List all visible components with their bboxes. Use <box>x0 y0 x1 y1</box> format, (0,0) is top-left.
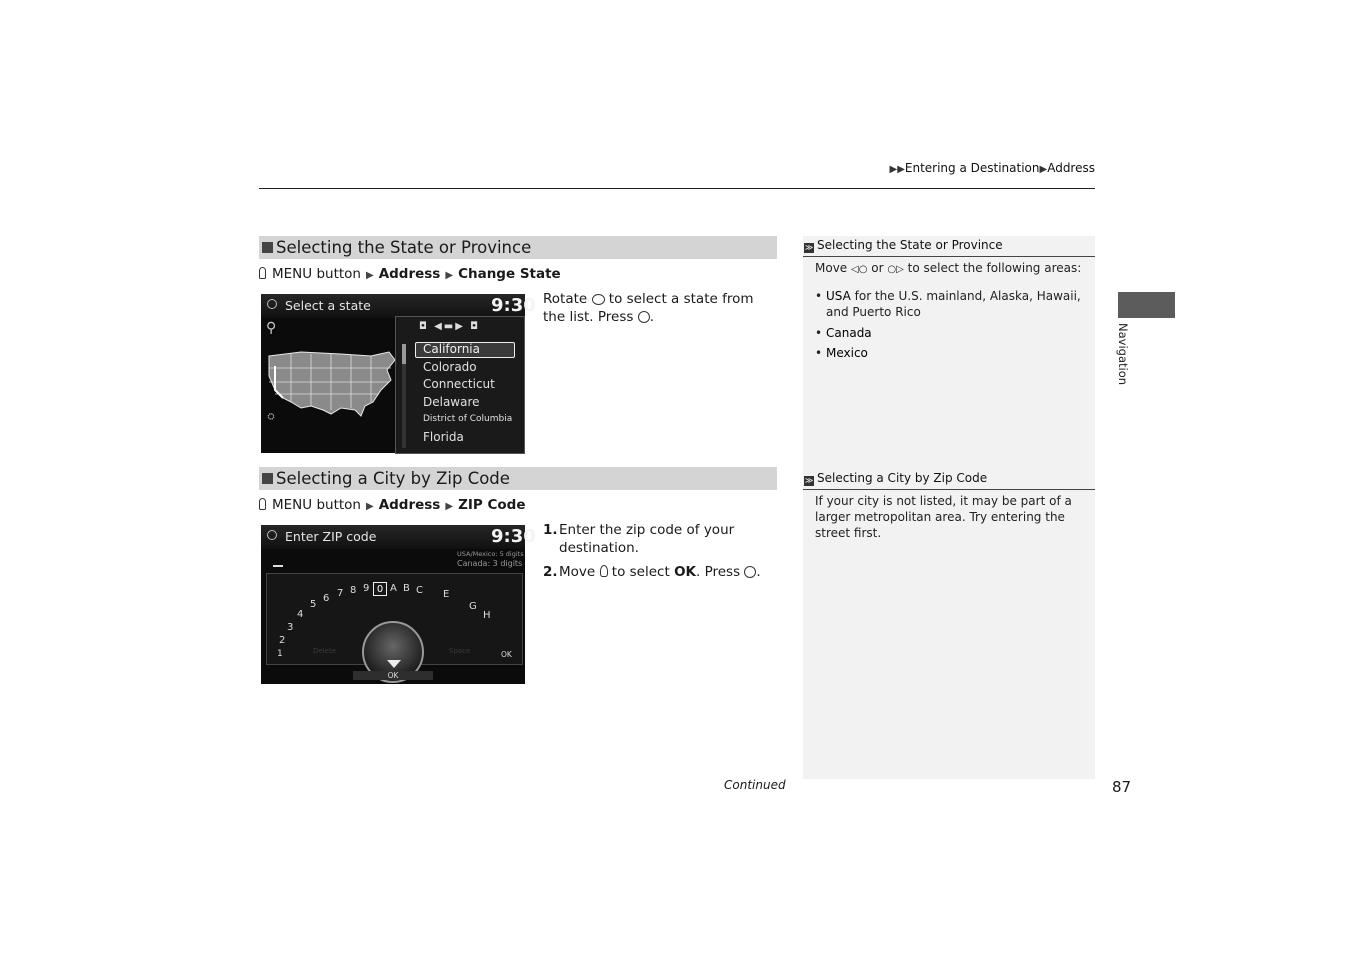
country-switch-icon[interactable]: ◘ ◀▬▶ ◘ <box>419 321 481 332</box>
note-header-state <box>804 238 1003 253</box>
path-prefix: MENU button <box>272 497 361 513</box>
wheel-char[interactable]: B <box>403 583 410 594</box>
zip-hint: USA/Mexico: 5 digits <box>457 550 524 558</box>
move-knob-icon <box>600 565 608 577</box>
screen-clock: 9:30 <box>491 295 536 316</box>
note-bullet <box>815 288 1085 320</box>
note-rule <box>803 489 1095 490</box>
step-text: Enter the zip code of your destination. <box>559 522 735 556</box>
wheel-char[interactable]: A <box>390 583 397 594</box>
press-knob-icon <box>638 311 650 323</box>
breadcrumb-item[interactable]: Address <box>1047 161 1095 175</box>
wheel-char[interactable]: 8 <box>350 585 357 596</box>
delete-key[interactable]: Delete <box>313 647 336 655</box>
path-arrow-icon: ▶ <box>445 270 454 281</box>
path-step: Change State <box>458 266 561 282</box>
zip-input-cursor[interactable] <box>273 565 283 567</box>
wheel-char[interactable]: 4 <box>297 609 304 620</box>
path-arrow-icon: ▶ <box>365 270 374 281</box>
chapter-tab <box>1118 292 1175 318</box>
note-title: Selecting a City by Zip Code <box>817 471 988 485</box>
path-arrow-icon: ▶ <box>365 501 374 512</box>
bullet-icon: • <box>815 346 823 360</box>
step-text-part: . Press <box>696 564 741 580</box>
breadcrumb-arrow-icon: ▶▶ <box>889 164 905 175</box>
list-scroll-thumb[interactable] <box>402 344 406 364</box>
space-key[interactable]: Space <box>449 647 471 655</box>
wheel-char[interactable]: G <box>469 601 477 612</box>
map-scale-icon: ⛭ <box>264 410 277 424</box>
bullet-bold: Canada <box>826 326 872 340</box>
state-item[interactable]: Colorado <box>423 360 477 374</box>
path-step: ZIP Code <box>458 497 526 513</box>
note-intro <box>815 260 1085 278</box>
note-text: Move <box>815 261 848 275</box>
down-arrow-icon <box>387 660 401 668</box>
move-left-icon: ◁○ <box>851 264 868 275</box>
move-right-icon: ○▷ <box>887 264 904 275</box>
square-bullet-icon <box>262 242 273 253</box>
zip-entry-screen <box>261 525 536 684</box>
menu-path-zip <box>259 497 525 513</box>
breadcrumb-arrow-icon: ▶ <box>1039 164 1048 175</box>
page-number: 87 <box>1112 778 1132 796</box>
step-text <box>559 563 761 581</box>
section-header-state <box>259 236 777 259</box>
note-title: Selecting the State or Province <box>817 238 1003 252</box>
usa-map <box>261 346 401 424</box>
breadcrumb-item[interactable]: Entering a Destination <box>904 161 1040 175</box>
path-arrow-icon: ▶ <box>445 501 454 512</box>
step-item <box>543 563 773 581</box>
section-title: Selecting a City by Zip Code <box>276 469 510 488</box>
menu-button-icon <box>259 267 266 279</box>
state-item[interactable]: Florida <box>423 430 464 444</box>
screen-title: Select a state <box>285 298 371 313</box>
wheel-char[interactable]: 3 <box>287 622 294 633</box>
wheel-char[interactable]: C <box>416 585 423 596</box>
step-number: 1. <box>543 522 558 538</box>
bullet-bold: Mexico <box>826 346 868 360</box>
rotate-knob-icon <box>592 294 605 305</box>
path-step: Address <box>378 266 441 282</box>
screen-clock: 9:30 <box>491 526 536 547</box>
zip-hint: Canada: 3 digits <box>457 559 523 568</box>
compass-icon <box>267 530 277 540</box>
note-text: or <box>871 261 884 275</box>
compass-icon <box>267 299 277 309</box>
menu-button-icon <box>259 498 266 510</box>
wheel-char-selected[interactable]: 0 <box>373 582 387 596</box>
instruction-text: Rotate <box>543 291 588 307</box>
section-header-zip <box>259 467 777 490</box>
continued-label: Continued <box>724 778 786 792</box>
square-bullet-icon <box>262 473 273 484</box>
wheel-char[interactable]: H <box>483 610 491 621</box>
breadcrumb <box>890 161 1096 175</box>
instruction-text: . <box>649 309 654 325</box>
section-title: Selecting the State or Province <box>276 238 532 257</box>
state-item[interactable]: California <box>423 342 480 356</box>
note-bullet <box>815 325 1085 341</box>
menu-path-state <box>259 266 561 282</box>
note-body-zip: If your city is not listed, it may be part of a larger metropolitan area. Try entering the street first. <box>815 494 1072 540</box>
header-rule <box>259 188 1095 189</box>
map-zoom-icon[interactable]: ⚲ <box>266 320 277 336</box>
step-text-part: . <box>756 564 761 580</box>
bullet-bold: USA <box>826 289 851 303</box>
instruction-state <box>543 290 773 326</box>
bullet-icon: • <box>815 326 823 340</box>
wheel-ok-key[interactable]: OK <box>501 650 512 659</box>
instruction-text: to select a state from the list. Press <box>543 291 754 325</box>
path-step: Address <box>378 497 441 513</box>
note-icon: ≫ <box>804 243 814 252</box>
note-bullet <box>815 345 1085 361</box>
bullet-text: for the U.S. mainland, Alaska, Hawaii, and Puerto Rico <box>826 289 1081 319</box>
press-knob-icon <box>744 566 756 578</box>
step-number: 2. <box>543 564 558 580</box>
state-item[interactable]: Delaware <box>423 395 480 409</box>
steps-zip <box>543 521 773 581</box>
note-text: to select the following areas: <box>907 261 1082 275</box>
wheel-char[interactable]: 5 <box>310 599 317 610</box>
screen-title: Enter ZIP code <box>285 529 377 544</box>
step-text-part: to select <box>611 564 670 580</box>
bullet-icon: • <box>815 289 823 303</box>
path-prefix: MENU button <box>272 266 361 282</box>
state-select-screen <box>261 294 536 453</box>
state-item[interactable]: Connecticut <box>423 377 495 391</box>
step-item <box>543 521 773 557</box>
wheel-char[interactable]: 9 <box>363 583 370 594</box>
wheel-char[interactable]: E <box>443 589 450 600</box>
ok-button[interactable]: OK <box>353 671 433 680</box>
note-body-state <box>815 260 1085 361</box>
note-rule <box>803 256 1095 257</box>
wheel-char[interactable]: 6 <box>323 593 330 604</box>
note-icon: ≫ <box>804 476 814 485</box>
state-item[interactable]: District of Columbia <box>423 414 513 424</box>
wheel-char[interactable]: 2 <box>279 635 286 646</box>
step-text-bold: OK <box>674 564 696 580</box>
wheel-char[interactable]: 7 <box>337 588 344 599</box>
step-text-part: Move <box>559 564 596 580</box>
note-header-zip <box>804 471 987 486</box>
chapter-tab-label: Navigation <box>1116 323 1130 386</box>
wheel-char[interactable]: 1 <box>277 649 283 659</box>
